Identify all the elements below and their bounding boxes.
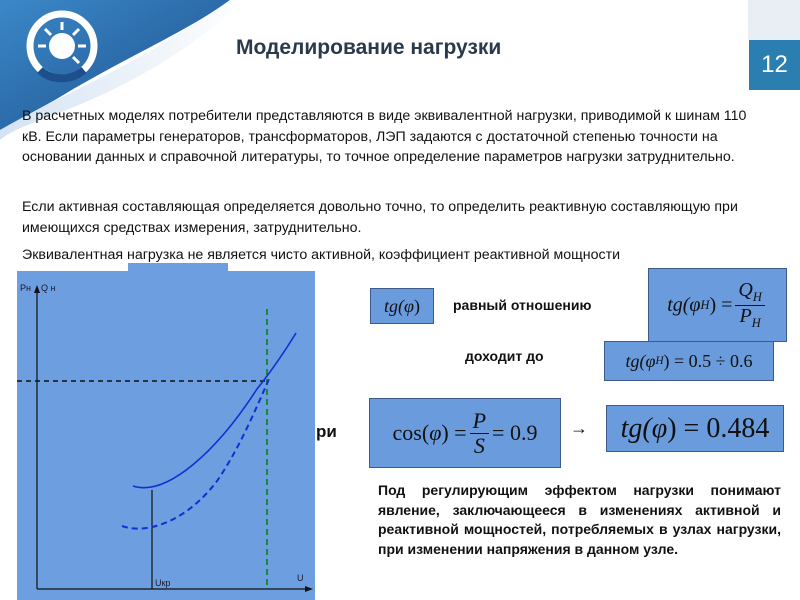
f2-phi: φ [689, 293, 701, 316]
x-axis-arrow-icon [305, 586, 313, 592]
label-ratio: равный отношению [453, 297, 592, 313]
page-title: Моделирование нагрузки [236, 36, 502, 59]
f2-sub: H [700, 297, 710, 312]
f1-phi: φ [404, 295, 414, 316]
f4-eq: ) = [441, 420, 467, 445]
axis-label-q: Q н [41, 283, 56, 293]
page-number-badge: 12 [749, 40, 800, 90]
axis-label-ukr: Uкр [155, 578, 171, 588]
load-characteristic-chart [17, 271, 315, 600]
f4-den: S [473, 432, 485, 458]
f2-fn: tg( [667, 293, 690, 316]
f3-fn: tg( [625, 350, 646, 371]
f2-num-sub: H [752, 290, 762, 305]
reactive-power-curve [122, 379, 269, 529]
formula-cos-phi [369, 398, 561, 468]
formula-tg-ratio [648, 268, 787, 342]
axis-label-u: U [297, 573, 304, 583]
f1-close: ) [413, 295, 420, 316]
formula-tg-range [604, 341, 774, 381]
f2-eq: ) = [709, 293, 733, 316]
f1-fn: tg( [384, 295, 405, 316]
f5-fn: tg( [620, 412, 652, 444]
y-axis-arrow-icon [34, 285, 40, 293]
f4-fraction [470, 409, 489, 456]
active-power-curve [133, 333, 296, 488]
label-reaches: доходит до [465, 348, 544, 364]
f2-num: Q [738, 279, 753, 302]
f3-rest: ) = 0.5 ÷ 0.6 [663, 350, 753, 371]
formula-tg-result [606, 405, 784, 452]
regulating-effect-note: Под регулирующим эффектом нагрузки понимают явление, заключающееся в изменениях активной и реактивной мощностей, потребляемых в узлах нагрузки, при изменении напряжения в данном узле. [378, 482, 781, 557]
f4-num: P [470, 409, 489, 433]
f4-fn: cos( [392, 420, 430, 445]
f2-den-sub: H [751, 315, 761, 330]
paragraph-equivalent-load: Эквивалентная нагрузка не является чисто активной, коэффициент реактивной мощности [22, 247, 621, 263]
f4-rest: = 0.9 [492, 420, 538, 445]
label-pri: ри [316, 422, 337, 441]
f5-rest: ) = 0.484 [667, 412, 770, 444]
f2-den: P [739, 304, 752, 327]
right-arrow-icon: → [570, 418, 588, 438]
paragraph-load-models: В расчетных моделях потребители представляются в виде эквивалентной нагрузки, приводимой к шинам 110 кВ. Если параметры генераторов, трансформаторов, ЛЭП задаются с достаточной степенью точности на основании данных и справочной литературы, то точное определение параметров нагрузки затруднительно. [22, 108, 747, 165]
axis-label-p: Рн [20, 283, 31, 293]
f2-fraction [735, 280, 764, 329]
f4-phi: φ [429, 420, 442, 445]
formula-tg-phi [370, 288, 434, 324]
f3-phi: φ [645, 350, 656, 371]
f3-sub: H [655, 355, 664, 367]
paragraph-reactive-component: Если активная составляющая определяется довольно точно, то определить реактивную составляющую при имеющихся средствах измерения, затруднительно. [22, 199, 738, 236]
f5-phi: φ [651, 412, 668, 444]
chart-canvas [17, 271, 315, 600]
